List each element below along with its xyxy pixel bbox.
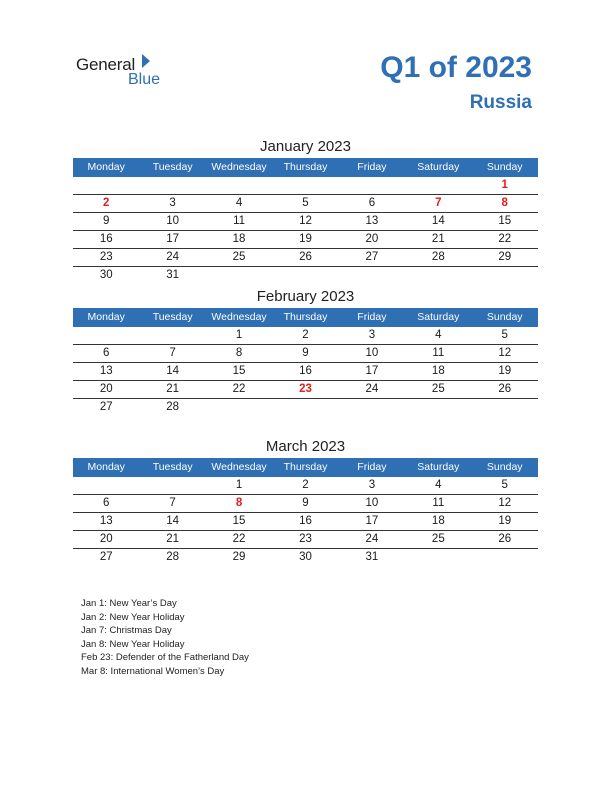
week-row — [73, 399, 538, 416]
weekday-header — [73, 458, 538, 477]
day-cell: 10 — [365, 497, 379, 509]
week-row — [73, 363, 538, 381]
holiday-note: Jan 1: New Year’s Day — [81, 598, 177, 609]
day-cell: 14 — [166, 515, 180, 527]
day-cell: 17 — [365, 365, 379, 377]
day-cell: 17 — [166, 233, 180, 245]
day-cell — [73, 177, 139, 194]
calendar-march — [73, 436, 538, 566]
day-cell: 14 — [431, 215, 445, 227]
weekday-label: Monday — [87, 461, 125, 473]
day-cell: 4 — [435, 329, 442, 341]
day-cell: 3 — [169, 197, 176, 209]
month-title: March 2023 — [265, 438, 346, 455]
day-cell: 21 — [166, 533, 180, 545]
day-cell: 12 — [498, 497, 512, 509]
holiday-day-cell: 8 — [235, 497, 243, 509]
day-cell: 9 — [103, 215, 110, 227]
day-cell: 29 — [498, 251, 512, 263]
day-cell: 31 — [166, 269, 180, 281]
logo-triangle-icon — [142, 54, 150, 68]
day-cell — [472, 267, 538, 284]
holiday-day-cell: 2 — [103, 197, 110, 209]
day-cell: 15 — [498, 215, 512, 227]
day-cell: 11 — [233, 215, 246, 227]
day-cell: 24 — [166, 251, 180, 263]
weekday-label: Thursday — [283, 461, 328, 473]
day-cell — [139, 177, 205, 194]
holiday-day-cell: 1 — [501, 179, 508, 191]
week-row — [73, 195, 538, 213]
week-row — [73, 381, 538, 399]
page-title: Q1 of 2023 — [380, 51, 532, 84]
weekday-label: Wednesday — [211, 161, 267, 173]
week-row — [73, 345, 538, 363]
week-row — [73, 267, 538, 284]
day-cell — [272, 267, 338, 284]
holiday-notes — [81, 597, 249, 679]
day-cell: 27 — [365, 251, 379, 263]
day-cell: 23 — [99, 251, 113, 263]
day-cell: 4 — [235, 197, 243, 209]
weekday-label: Sunday — [486, 311, 523, 323]
week-row — [73, 213, 538, 231]
day-cell: 13 — [99, 365, 113, 377]
day-cell: 19 — [498, 365, 512, 377]
day-cell — [339, 399, 405, 416]
weekday-label: Wednesday — [211, 461, 267, 473]
day-cell — [339, 267, 405, 284]
day-cell: 24 — [365, 533, 379, 545]
day-cell: 15 — [232, 515, 246, 527]
logo-blue-text: Blue — [128, 71, 161, 88]
day-cell: 6 — [368, 197, 376, 209]
day-cell: 24 — [365, 383, 379, 395]
day-cell — [272, 177, 338, 194]
day-cell — [206, 399, 272, 416]
weekday-label: Monday — [87, 311, 125, 323]
day-cell: 30 — [99, 269, 113, 281]
day-cell: 3 — [368, 479, 376, 491]
day-cell: 28 — [431, 251, 445, 263]
day-cell: 13 — [99, 515, 113, 527]
day-cell: 4 — [435, 479, 442, 491]
day-cell: 18 — [431, 365, 445, 377]
holiday-note: Feb 23: Defender of the Fatherland Day — [81, 652, 249, 664]
day-cell: 26 — [498, 533, 512, 545]
weekday-header — [73, 158, 538, 177]
day-cell: 13 — [365, 215, 379, 227]
day-cell — [405, 399, 471, 416]
day-cell: 5 — [501, 479, 508, 491]
day-cell: 14 — [166, 365, 180, 377]
day-cell: 18 — [232, 233, 246, 245]
week-row — [73, 513, 538, 531]
day-cell: 16 — [99, 233, 113, 245]
day-cell: 19 — [299, 233, 312, 245]
day-cell: 10 — [166, 215, 180, 227]
day-cell: 7 — [169, 497, 176, 509]
day-cell: 22 — [498, 233, 512, 245]
month-title: January 2023 — [260, 138, 351, 155]
day-cell — [405, 549, 471, 566]
week-row — [73, 327, 538, 345]
day-cell: 25 — [431, 533, 445, 545]
weekday-label: Saturday — [417, 461, 460, 473]
logo — [76, 52, 176, 88]
weekday-label: Monday — [87, 161, 125, 173]
holiday-note: Jan 8: New Year Holiday — [81, 638, 185, 650]
holiday-day-cell: 23 — [299, 383, 312, 395]
day-cell: 28 — [166, 401, 180, 413]
weekday-label: Friday — [357, 161, 387, 173]
day-cell: 27 — [99, 551, 113, 563]
day-cell: 20 — [365, 233, 379, 245]
day-cell: 19 — [498, 515, 512, 527]
day-cell: 11 — [432, 347, 445, 359]
day-cell: 7 — [169, 347, 176, 359]
holiday-note: Jan 7: Christmas Day — [81, 625, 172, 637]
day-cell: 9 — [302, 347, 309, 359]
day-cell: 12 — [498, 347, 512, 359]
day-cell: 31 — [365, 551, 379, 563]
weekday-label: Tuesday — [152, 161, 193, 173]
logo-general-text: General — [76, 55, 136, 74]
day-cell: 26 — [299, 251, 312, 263]
day-cell — [73, 477, 139, 494]
weekday-label: Sunday — [486, 161, 523, 173]
weekday-label: Saturday — [417, 311, 460, 323]
weekday-label: Friday — [357, 461, 387, 473]
day-cell: 20 — [99, 533, 113, 545]
week-row — [73, 249, 538, 267]
day-cell: 3 — [368, 329, 376, 341]
day-cell: 5 — [501, 329, 508, 341]
holiday-day-cell: 7 — [435, 197, 442, 209]
weekday-label: Thursday — [283, 311, 328, 323]
day-cell: 26 — [498, 383, 512, 395]
day-cell: 2 — [302, 329, 309, 341]
day-cell: 20 — [99, 383, 113, 395]
day-cell: 30 — [299, 551, 312, 563]
weekday-label: Friday — [357, 311, 387, 323]
holiday-day-cell: 8 — [501, 197, 508, 209]
weekday-label: Saturday — [417, 161, 460, 173]
day-cell: 2 — [302, 479, 309, 491]
day-cell: 25 — [431, 383, 445, 395]
day-cell: 28 — [166, 551, 180, 563]
week-row — [73, 177, 538, 195]
day-cell: 8 — [235, 347, 243, 359]
day-cell: 16 — [299, 515, 312, 527]
day-cell: 1 — [235, 479, 243, 491]
week-row — [73, 477, 538, 495]
day-cell — [472, 549, 538, 566]
day-cell: 29 — [232, 551, 246, 563]
weekday-label: Wednesday — [211, 311, 267, 323]
month-title: February 2023 — [256, 288, 355, 305]
day-cell — [206, 267, 272, 284]
day-cell: 9 — [302, 497, 309, 509]
holiday-note: Mar 8: International Women’s Day — [81, 665, 225, 677]
week-row — [73, 549, 538, 566]
day-cell — [339, 177, 405, 194]
day-cell: 11 — [432, 497, 445, 509]
weekday-label: Tuesday — [152, 311, 193, 323]
calendar-january — [73, 136, 538, 284]
day-cell: 21 — [431, 233, 445, 245]
weekday-label: Sunday — [486, 461, 523, 473]
week-row — [73, 231, 538, 249]
day-cell: 22 — [232, 383, 246, 395]
weekday-header — [73, 308, 538, 327]
day-cell: 16 — [299, 365, 312, 377]
calendar-february — [73, 286, 538, 416]
day-cell — [73, 327, 139, 344]
day-cell: 27 — [99, 401, 113, 413]
country-name: Russia — [469, 92, 532, 113]
day-cell: 15 — [232, 365, 246, 377]
day-cell: 12 — [299, 215, 312, 227]
day-cell — [405, 267, 471, 284]
day-cell: 6 — [103, 497, 110, 509]
day-cell — [472, 399, 538, 416]
day-cell: 17 — [365, 515, 379, 527]
day-cell: 18 — [431, 515, 445, 527]
week-row — [73, 495, 538, 513]
day-cell — [139, 477, 205, 494]
day-cell: 5 — [302, 197, 309, 209]
weekday-label: Thursday — [283, 161, 328, 173]
day-cell: 10 — [365, 347, 379, 359]
holiday-note: Jan 2: New Year Holiday — [81, 611, 185, 623]
day-cell — [272, 399, 338, 416]
day-cell — [206, 177, 272, 194]
day-cell — [139, 327, 205, 344]
day-cell: 25 — [232, 251, 246, 263]
day-cell: 22 — [232, 533, 246, 545]
day-cell: 23 — [299, 533, 312, 545]
day-cell — [405, 177, 471, 194]
weekday-label: Tuesday — [152, 461, 193, 473]
day-cell: 21 — [166, 383, 180, 395]
day-cell: 1 — [235, 329, 243, 341]
day-cell: 6 — [103, 347, 110, 359]
week-row — [73, 531, 538, 549]
